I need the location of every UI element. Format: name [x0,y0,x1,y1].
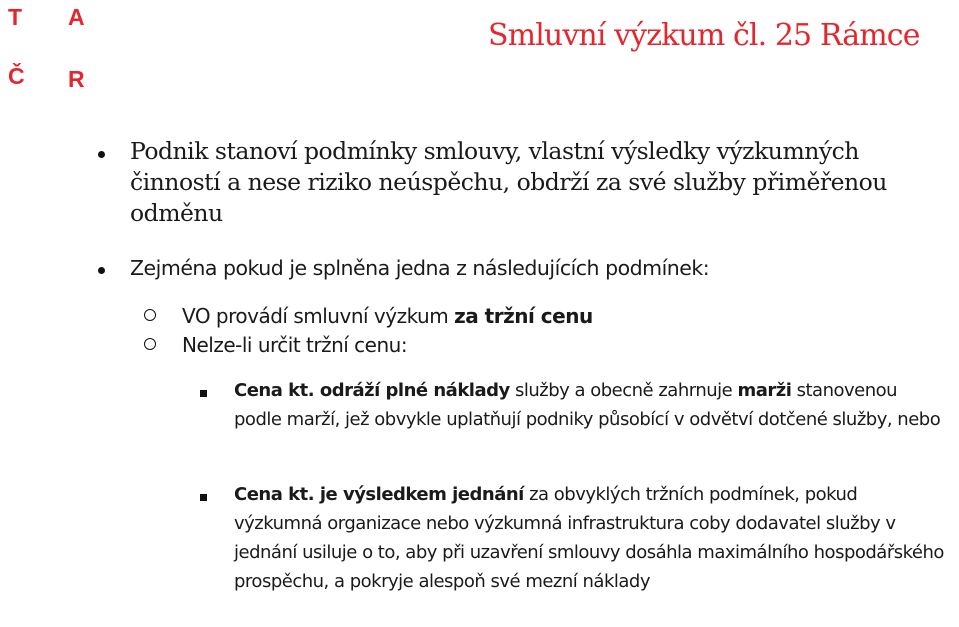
list-item-2: Zejména pokud je splněna jedna z následujících podmínek: [130,256,710,280]
bullet-dot [98,267,105,274]
bullet-dot [98,151,105,158]
subsubitem-2-emphasis: Cena kt. je výsledkem jednání [234,484,524,505]
logo-letter-a: A [68,4,85,30]
page-title: Smluvní výzkum čl. 25 Rámce [488,18,920,53]
subsubitem-1-emphasis: Cena kt. odráží plné náklady [234,380,510,401]
subitem-1-text: VO provádí smluvní výzkum [182,304,455,328]
logo-letter-r: R [68,66,85,92]
list-subsubitem-1 [234,376,946,434]
subitem-1-emphasis: za tržní cenu [454,304,593,328]
subsubitem-1-marze: marži [737,380,792,401]
bullet-circle [144,309,156,321]
bullet-square [200,390,207,397]
subsubitem-1-rest: stanovenou podle marží, jež obvykle uplatňují podniky působící v odvětví dotčené služby, nebo [234,380,941,430]
list-item-1: Podnik stanoví podmínky smlouvy, vlastní výsledky výzkumných činností a nese riziko neúspěchu, obdrží za své služby přiměřenou odměnu [130,137,887,227]
subsubitem-1-text: služby a obecně zahrnuje [509,380,738,401]
list-subitem-2: Nelze-li určit tržní cenu: [182,333,408,357]
list-subitem-1 [182,301,922,331]
logo-letter-c: Č [8,63,25,89]
bullet-circle [144,338,156,350]
list-subsubitem-2 [234,480,946,596]
logo-letter-t: T [8,4,23,30]
subsubitem-2-text: za obvyklých tržních podmínek, pokud výzkumná organizace nebo výzkumná infrastruktura coby dodavatel služby v jednání usiluje o to, aby při uzavření smlouvy dosáhla maximálního hospodářského prospěchu, a pokryje alespoň své mezní náklady [234,484,944,592]
bullet-square [200,494,207,501]
tacr-logo [6,2,96,92]
